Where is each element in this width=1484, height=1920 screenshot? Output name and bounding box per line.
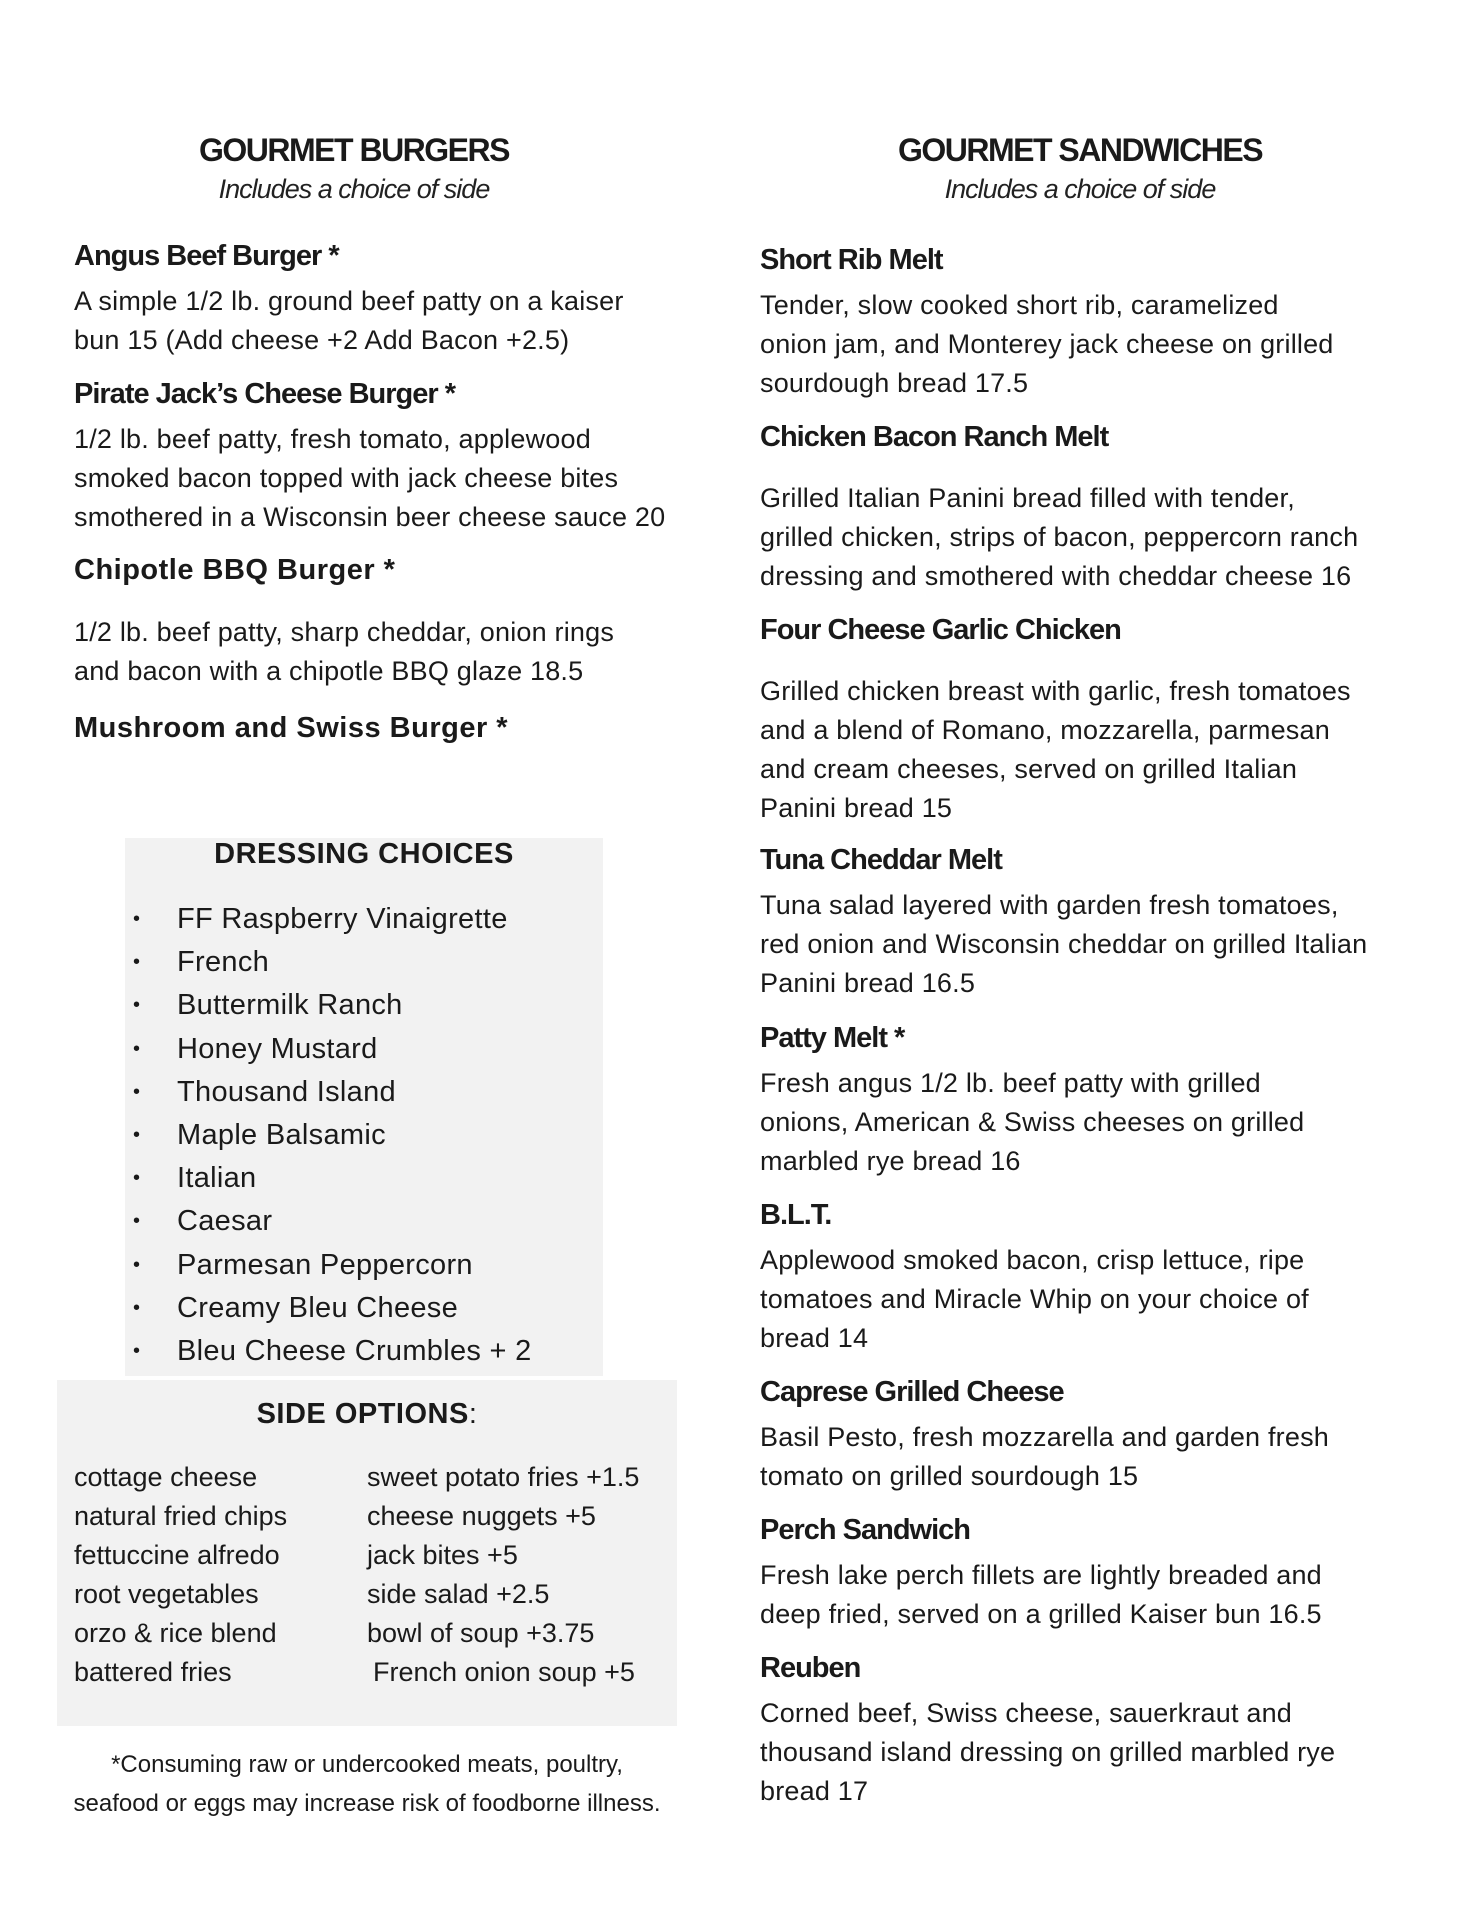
dressing-list (125, 898, 603, 1373)
desc-line: grilled chicken, strips of bacon, peppercorn ranch (760, 522, 1359, 552)
desc-line: tomato on grilled sourdough 15 (760, 1461, 1139, 1491)
dressing-box (125, 838, 603, 1376)
side-item: root vegetables (74, 1579, 259, 1609)
side-item: French onion soup +5 (373, 1657, 635, 1687)
desc-line: sourdough bread 17.5 (760, 368, 1029, 398)
disclaimer-line: seafood or eggs may increase risk of foodborne illness. (73, 1790, 661, 1817)
sandwich-name: Patty Melt * (760, 1022, 905, 1054)
desc-line: and a blend of Romano, mozzarella, parmesan (760, 715, 1330, 745)
sandwich-name: Four Cheese Garlic Chicken (760, 614, 1121, 646)
desc-line: Panini bread 16.5 (760, 968, 976, 998)
desc-line: Fresh angus 1/2 lb. beef patty with grilled (760, 1068, 1261, 1098)
desc-line: smoked bacon topped with jack cheese bites (74, 463, 619, 493)
desc-line: bun 15 (Add cheese +2 Add Bacon +2.5) (74, 325, 570, 355)
desc-line: Applewood smoked bacon, crisp lettuce, ripe (760, 1245, 1305, 1275)
burger-desc (74, 613, 614, 691)
sides-title-text: SIDE OPTIONS (256, 1398, 469, 1430)
side-item: side salad +2.5 (367, 1579, 550, 1609)
sandwich-desc (760, 886, 1367, 1003)
sandwich-desc (760, 479, 1358, 596)
side-item: natural fried chips (74, 1501, 288, 1531)
dressing-item: • Buttermilk Ranch (125, 984, 603, 1027)
dressing-item: • Honey Mustard (125, 1028, 603, 1071)
burger-name: Angus Beef Burger * (74, 240, 339, 272)
dressing-item: • FF Raspberry Vinaigrette (125, 898, 603, 941)
sides-right-column (367, 1458, 639, 1692)
sandwich-desc (760, 1694, 1335, 1811)
desc-line: Tender, slow cooked short rib, caramelized (760, 290, 1279, 320)
side-item: cottage cheese (74, 1462, 258, 1492)
dressing-item: • Italian (125, 1157, 603, 1200)
dressing-title: DRESSING CHOICES (214, 838, 514, 870)
burgers-subtitle: Includes a choice of side (218, 174, 490, 204)
sandwich-name: Tuna Cheddar Melt (760, 844, 1002, 876)
desc-line: thousand island dressing on grilled marbled rye (760, 1737, 1336, 1767)
desc-line: smothered in a Wisconsin beer cheese sauce 20 (74, 502, 666, 532)
desc-line: onion jam, and Monterey jack cheese on grilled (760, 329, 1334, 359)
desc-line: marbled rye bread 16 (760, 1146, 1021, 1176)
sandwich-name: Reuben (760, 1652, 861, 1684)
dressing-item: • Bleu Cheese Crumbles + 2 (125, 1330, 603, 1373)
sides-title-colon: : (468, 1398, 478, 1430)
sides-title (57, 1398, 677, 1431)
sandwiches-title: GOURMET SANDWICHES (897, 132, 1263, 168)
side-item: orzo & rice blend (74, 1618, 277, 1648)
sandwich-desc (760, 1556, 1322, 1634)
desc-line: Grilled chicken breast with garlic, fresh tomatoes (760, 676, 1351, 706)
burger-name: Chipotle BBQ Burger * (74, 554, 396, 586)
desc-line: 1/2 lb. beef patty, fresh tomato, applewood (74, 424, 591, 454)
sandwich-name: Caprese Grilled Cheese (760, 1376, 1064, 1408)
dressing-item: • Parmesan Peppercorn (125, 1244, 603, 1287)
desc-line: A simple 1/2 lb. ground beef patty on a kaiser (74, 286, 624, 316)
desc-line: tomatoes and Miracle Whip on your choice of (760, 1284, 1309, 1314)
burgers-title: GOURMET BURGERS (199, 132, 509, 168)
sandwich-name: Perch Sandwich (760, 1514, 971, 1546)
desc-line: dressing and smothered with cheddar cheese 16 (760, 561, 1352, 591)
sides-box (57, 1380, 677, 1726)
desc-line: red onion and Wisconsin cheddar on grilled Italian (760, 929, 1368, 959)
sandwich-desc (760, 1418, 1329, 1496)
desc-line: Fresh lake perch fillets are lightly breaded and (760, 1560, 1322, 1590)
desc-line: onions, American & Swiss cheeses on grilled (760, 1107, 1305, 1137)
side-item: fettuccine alfredo (74, 1540, 280, 1570)
desc-line: Panini bread 15 (760, 793, 953, 823)
burger-desc (74, 282, 624, 360)
sandwich-name: Chicken Bacon Ranch Melt (760, 421, 1109, 453)
desc-line: Basil Pesto, fresh mozzarella and garden fresh (760, 1422, 1329, 1452)
sandwich-desc (760, 1064, 1304, 1181)
dressing-item: • Thousand Island (125, 1071, 603, 1114)
desc-line: Corned beef, Swiss cheese, sauerkraut and (760, 1698, 1292, 1728)
dressing-item: • Creamy Bleu Cheese (125, 1287, 603, 1330)
desc-line: and bacon with a chipotle BBQ glaze 18.5 (74, 656, 584, 686)
sandwich-desc (760, 672, 1351, 828)
desc-line: 1/2 lb. beef patty, sharp cheddar, onion rings (74, 617, 615, 647)
dressing-item: • Maple Balsamic (125, 1114, 603, 1157)
sandwich-desc (760, 1241, 1309, 1358)
side-item: bowl of soup +3.75 (367, 1618, 595, 1648)
burger-name: Pirate Jack’s Cheese Burger * (74, 378, 455, 410)
burger-name: Mushroom and Swiss Burger * (74, 712, 509, 744)
sandwich-name: B.L.T. (760, 1199, 832, 1231)
disclaimer (57, 1745, 677, 1823)
sandwich-desc (760, 286, 1334, 403)
desc-line: Tuna salad layered with garden fresh tomatoes, (760, 890, 1339, 920)
dressing-item: • Caesar (125, 1200, 603, 1243)
side-item: battered fries (74, 1657, 232, 1687)
sandwich-name: Short Rib Melt (760, 244, 943, 276)
burger-desc (74, 420, 665, 537)
desc-line: Grilled Italian Panini bread filled with tender, (760, 483, 1295, 513)
dressing-item: • French (125, 941, 603, 984)
side-item: cheese nuggets +5 (367, 1501, 596, 1531)
desc-line: bread 14 (760, 1323, 869, 1353)
desc-line: and cream cheeses, served on grilled Italian (760, 754, 1298, 784)
desc-line: bread 17 (760, 1776, 869, 1806)
disclaimer-line: *Consuming raw or undercooked meats, poultry, (111, 1751, 623, 1778)
desc-line: deep fried, served on a grilled Kaiser bun 16.5 (760, 1599, 1322, 1629)
sides-left-column (74, 1458, 287, 1692)
side-item: sweet potato fries +1.5 (367, 1462, 640, 1492)
sandwiches-subtitle: Includes a choice of side (944, 174, 1216, 204)
side-item: jack bites +5 (367, 1540, 518, 1570)
